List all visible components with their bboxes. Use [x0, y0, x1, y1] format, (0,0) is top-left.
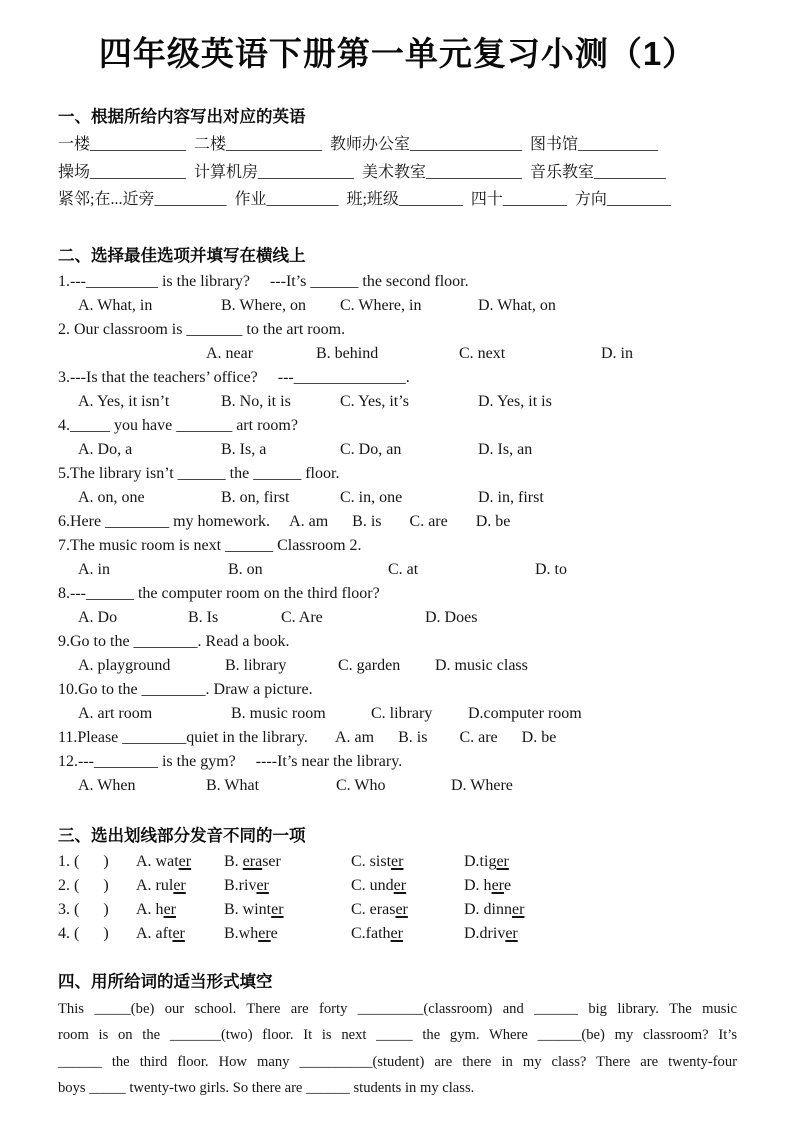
question-3-options: [58, 390, 737, 414]
option-a: A. Do: [78, 608, 118, 626]
option-a: A. Yes, it isn’t: [78, 392, 170, 410]
section-2-heading: 二、选择最佳选项并填写在横线上: [58, 246, 306, 265]
option-c: C.father: [351, 924, 403, 942]
option-a: A. near: [206, 344, 254, 362]
row-number: 2. ( ): [58, 876, 113, 894]
option-a: A. art room: [78, 704, 153, 722]
option-b: B. What: [206, 776, 260, 794]
option-d: D. Yes, it is: [478, 392, 552, 410]
option-b: B. Where, on: [221, 296, 307, 314]
option-c: C. sister: [351, 852, 404, 870]
section-1-heading: 一、根据所给内容写出对应的英语: [58, 108, 306, 126]
phonics-row-1: [58, 850, 737, 874]
question-5-options: [58, 486, 737, 510]
option-a: A. ruler: [136, 876, 186, 894]
option-c: C. Are: [281, 608, 323, 626]
option-d: D. music class: [435, 656, 528, 674]
section-multiple-choice: [58, 242, 737, 798]
option-b: B. Is, a: [221, 440, 267, 458]
cloze-line-1: This _____(be) our school. There are forty _________(classroom) and ______ big library. The music: [58, 1000, 737, 1017]
question-2-options: [58, 342, 737, 366]
option-a: A. after: [136, 924, 185, 942]
option-d: D. Does: [425, 608, 478, 626]
option-c: C. Yes, it’s: [340, 392, 409, 410]
translation-row-1: 一楼____________ 二楼____________ 教师办公室______________ 图书馆__________: [58, 136, 659, 153]
translation-row-2: 操场____________ 计算机房____________ 美术教室____________ 音乐教室_________: [58, 163, 667, 181]
question-9: 9.Go to the ________. Read a book.: [58, 632, 290, 650]
option-c: C. Who: [336, 776, 386, 794]
phonics-row-3: [58, 898, 737, 922]
option-c: C. in, one: [340, 488, 403, 506]
question-8: 8.---______ the computer room on the third floor?: [58, 584, 380, 602]
question-10: 10.Go to the ________. Draw a picture.: [58, 680, 313, 698]
row-number: 1. ( ): [58, 852, 113, 870]
option-d: D. in: [601, 344, 633, 362]
cloze-line-3: ______ the third floor. How many __________(student) are there in my class? There are twenty-four: [58, 1053, 737, 1070]
option-a: A. playground: [78, 656, 171, 674]
option-c: C. eraser: [351, 900, 408, 918]
row-number: 4. ( ): [58, 924, 113, 942]
question-12-options: [58, 774, 737, 798]
option-c: C. library: [371, 704, 433, 722]
option-b: B. winter: [224, 900, 284, 918]
page-title: 四年级英语下册第一单元复习小测（1）: [98, 35, 697, 72]
cloze-line-2: room is on the _______(two) floor. It is next _____ the gym. Where ______(be) my classroom? It’s: [58, 1027, 737, 1043]
question-7: 7.The music room is next ______ Classroom 2.: [58, 536, 362, 554]
option-b: B. library: [225, 656, 287, 674]
section-pronunciation: [58, 822, 737, 946]
section-cloze: [58, 968, 737, 1102]
option-a: A. When: [78, 776, 136, 794]
row-number: 3. ( ): [58, 900, 113, 918]
option-d: D. in, first: [478, 488, 544, 506]
option-d: D.driver: [464, 924, 518, 942]
option-a: A. What, in: [78, 296, 153, 314]
option-d: D. Where: [451, 776, 513, 794]
option-a: A. in: [78, 560, 110, 578]
option-c: C. under: [351, 876, 407, 894]
question-6: 6.Here ________ my homework. A. am B. is C. are D. be: [58, 512, 511, 530]
option-c: C. at: [388, 560, 419, 578]
option-b: B. No, it is: [221, 392, 291, 410]
question-4: 4._____ you have _______ art room?: [58, 416, 298, 434]
question-9-options: [58, 654, 737, 678]
question-1: 1.---_________ is the library? ---It’s ______ the second floor.: [58, 272, 469, 290]
section-3-heading: 三、选出划线部分发音不同的一项: [58, 826, 306, 845]
phonics-row-2: [58, 874, 737, 898]
question-4-options: [58, 438, 737, 462]
option-d: D. dinner: [464, 900, 525, 918]
option-c: C. Where, in: [340, 296, 422, 314]
option-d: D. What, on: [478, 296, 556, 314]
option-b: B.river: [224, 876, 269, 894]
option-b: B. eraser: [224, 852, 281, 870]
option-d: D.tiger: [464, 852, 509, 870]
option-a: A. on, one: [78, 488, 145, 506]
option-a: A. Do, a: [78, 440, 133, 458]
option-b: B. on: [228, 560, 263, 578]
section-translation: [58, 103, 737, 214]
question-1-options: [58, 294, 737, 318]
option-a: A. water: [136, 852, 192, 870]
question-11: 11.Please ________quiet in the library. A. am B. is C. are D. be: [58, 728, 557, 746]
option-b: B.where: [224, 924, 278, 942]
question-2: 2. Our classroom is _______ to the art room.: [58, 320, 346, 338]
question-3: 3.---Is that the teachers’ office? ---______________.: [58, 368, 410, 386]
option-c: C. next: [459, 344, 506, 362]
phonics-row-4: [58, 922, 737, 946]
question-7-options: [58, 558, 737, 582]
question-5: 5.The library isn’t ______ the ______ floor.: [58, 464, 340, 482]
option-a: A. her: [136, 900, 176, 918]
translation-row-3: 紧邻;在...近旁_________ 作业_________ 班;班级________ 四十________ 方向________: [58, 191, 671, 208]
question-12: 12.---________ is the gym? ----It’s near the library.: [58, 752, 403, 770]
option-c: C. garden: [338, 656, 401, 674]
option-d: D. to: [535, 560, 567, 578]
question-8-options: [58, 606, 737, 630]
option-b: B. Is: [188, 608, 219, 626]
option-d: D. Is, an: [478, 440, 533, 458]
section-4-heading: 四、用所给词的适当形式填空: [58, 972, 273, 991]
option-b: B. music room: [231, 704, 326, 722]
question-10-options: [58, 702, 737, 726]
option-b: B. on, first: [221, 488, 290, 506]
cloze-line-4: boys _____ twenty-two girls. So there are ______ students in my class.: [58, 1080, 475, 1096]
option-d: D. here: [464, 876, 512, 894]
option-d: D.computer room: [468, 704, 582, 722]
option-c: C. Do, an: [340, 440, 402, 458]
option-b: B. behind: [316, 344, 379, 362]
